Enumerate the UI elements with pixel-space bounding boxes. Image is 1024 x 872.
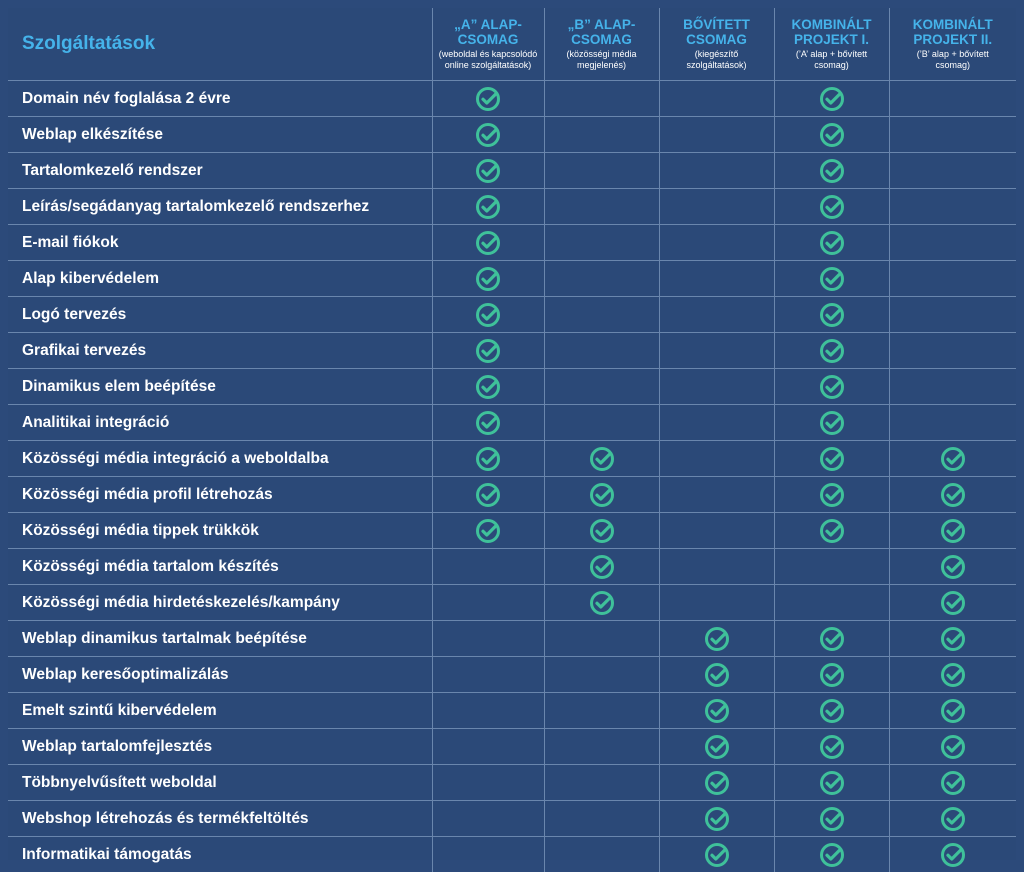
package-cell xyxy=(889,261,1016,297)
package-cell xyxy=(774,513,889,549)
package-cell xyxy=(659,297,774,333)
table-row xyxy=(8,513,1016,549)
package-cell xyxy=(774,81,889,117)
table-row xyxy=(8,117,1016,153)
table-row xyxy=(8,729,1016,765)
column-subtitle-line: (weboldal és kapcsolódó xyxy=(433,49,544,60)
column-title-line: KOMBINÁLT xyxy=(890,17,1017,32)
package-cell xyxy=(889,765,1016,801)
column-subtitle-line: (közösségi média xyxy=(545,49,659,60)
package-cell xyxy=(432,693,544,729)
package-cell xyxy=(774,621,889,657)
check-circle-icon xyxy=(775,194,889,220)
table-row xyxy=(8,441,1016,477)
package-cell xyxy=(544,801,659,837)
package-cell xyxy=(889,549,1016,585)
package-cell xyxy=(889,369,1016,405)
service-label: Grafikai tervezés xyxy=(8,333,432,369)
package-cell xyxy=(432,549,544,585)
package-cell xyxy=(544,513,659,549)
check-circle-icon xyxy=(890,662,1017,688)
column-subtitle-line: online szolgáltatások) xyxy=(433,60,544,71)
package-cell xyxy=(432,297,544,333)
check-circle-icon xyxy=(775,626,889,652)
service-label: Közösségi média hirdetéskezelés/kampány xyxy=(8,585,432,621)
package-cell xyxy=(432,333,544,369)
package-cell xyxy=(659,513,774,549)
package-cell xyxy=(889,621,1016,657)
check-circle-icon xyxy=(660,734,774,760)
package-cell xyxy=(659,333,774,369)
check-circle-icon xyxy=(433,446,544,472)
check-circle-icon xyxy=(890,590,1017,616)
package-cell xyxy=(659,801,774,837)
service-label: Dinamikus elem beépítése xyxy=(8,369,432,405)
package-cell xyxy=(889,477,1016,513)
package-cell xyxy=(889,405,1016,441)
package-cell xyxy=(659,585,774,621)
package-cell xyxy=(889,333,1016,369)
service-label: Közösségi média profil létrehozás xyxy=(8,477,432,513)
column-header-extended-package xyxy=(659,8,774,81)
package-cell xyxy=(659,405,774,441)
check-circle-icon xyxy=(775,842,889,868)
service-label: Tartalomkezelő rendszer xyxy=(8,153,432,189)
table-row xyxy=(8,549,1016,585)
service-label: Többnyelvűsített weboldal xyxy=(8,765,432,801)
table-row xyxy=(8,837,1016,872)
check-circle-icon xyxy=(890,842,1017,868)
package-cell xyxy=(889,441,1016,477)
check-circle-icon xyxy=(775,230,889,256)
table-row xyxy=(8,801,1016,837)
check-circle-icon xyxy=(775,410,889,436)
service-label: Informatikai támogatás xyxy=(8,837,432,872)
table-row xyxy=(8,765,1016,801)
package-cell xyxy=(659,693,774,729)
check-circle-icon xyxy=(545,518,659,544)
table-row xyxy=(8,369,1016,405)
check-circle-icon xyxy=(890,734,1017,760)
service-label: Domain név foglalása 2 évre xyxy=(8,81,432,117)
package-cell xyxy=(774,297,889,333)
package-cell xyxy=(544,729,659,765)
package-cell xyxy=(774,333,889,369)
check-circle-icon xyxy=(433,410,544,436)
check-circle-icon xyxy=(433,518,544,544)
package-cell xyxy=(774,117,889,153)
column-title-line: „A” ALAP- xyxy=(433,17,544,32)
service-label: Leírás/segádanyag tartalomkezelő rendszerhez xyxy=(8,189,432,225)
service-rows xyxy=(8,81,1016,872)
package-cell xyxy=(432,801,544,837)
package-cell xyxy=(774,441,889,477)
package-cell xyxy=(432,729,544,765)
column-title-line: CSOMAG xyxy=(433,32,544,47)
check-circle-icon xyxy=(775,86,889,112)
package-cell xyxy=(774,765,889,801)
check-circle-icon xyxy=(775,302,889,328)
package-cell xyxy=(432,261,544,297)
check-circle-icon xyxy=(775,518,889,544)
package-cell xyxy=(432,225,544,261)
package-cell xyxy=(889,117,1016,153)
check-circle-icon xyxy=(775,446,889,472)
check-circle-icon xyxy=(433,122,544,148)
column-title-line: „B” ALAP- xyxy=(545,17,659,32)
check-circle-icon xyxy=(545,554,659,580)
package-cell xyxy=(544,693,659,729)
package-cell xyxy=(774,585,889,621)
column-title-line: PROJEKT I. xyxy=(775,32,889,47)
check-circle-icon xyxy=(775,734,889,760)
package-cell xyxy=(889,801,1016,837)
package-cell xyxy=(544,837,659,872)
package-cell xyxy=(544,369,659,405)
package-cell xyxy=(774,693,889,729)
table-row xyxy=(8,333,1016,369)
service-label: Weblap tartalomfejlesztés xyxy=(8,729,432,765)
package-cell xyxy=(432,441,544,477)
package-cell xyxy=(544,585,659,621)
service-label: Weblap dinamikus tartalmak beépítése xyxy=(8,621,432,657)
package-cell xyxy=(432,153,544,189)
check-circle-icon xyxy=(433,338,544,364)
package-cell xyxy=(659,549,774,585)
package-cell xyxy=(544,189,659,225)
column-subtitle-line: szolgáltatások) xyxy=(660,60,774,71)
package-cell xyxy=(432,621,544,657)
check-circle-icon xyxy=(775,158,889,184)
check-circle-icon xyxy=(775,770,889,796)
table-row xyxy=(8,405,1016,441)
package-cell xyxy=(544,477,659,513)
service-label: Logó tervezés xyxy=(8,297,432,333)
check-circle-icon xyxy=(775,374,889,400)
service-label: E-mail fiókok xyxy=(8,225,432,261)
column-header-b-package xyxy=(544,8,659,81)
package-cell xyxy=(544,81,659,117)
service-label: Webshop létrehozás és termékfeltöltés xyxy=(8,801,432,837)
service-label: Analitikai integráció xyxy=(8,405,432,441)
package-cell xyxy=(659,477,774,513)
column-title-line: CSOMAG xyxy=(545,32,659,47)
table-row xyxy=(8,297,1016,333)
check-circle-icon xyxy=(433,194,544,220)
package-cell xyxy=(659,369,774,405)
package-cell xyxy=(659,621,774,657)
table-row xyxy=(8,153,1016,189)
package-cell xyxy=(889,729,1016,765)
comparison-board xyxy=(8,8,1016,860)
check-circle-icon xyxy=(660,770,774,796)
package-cell xyxy=(432,513,544,549)
table-row xyxy=(8,657,1016,693)
service-label: Weblap keresőoptimalizálás xyxy=(8,657,432,693)
check-circle-icon xyxy=(890,806,1017,832)
check-circle-icon xyxy=(890,446,1017,472)
service-label: Emelt szintű kibervédelem xyxy=(8,693,432,729)
package-cell xyxy=(659,441,774,477)
package-cell xyxy=(544,549,659,585)
package-cell xyxy=(432,765,544,801)
table-row xyxy=(8,81,1016,117)
check-circle-icon xyxy=(545,590,659,616)
column-header-a-package xyxy=(432,8,544,81)
package-cell xyxy=(889,657,1016,693)
package-cell xyxy=(432,189,544,225)
check-circle-icon xyxy=(775,662,889,688)
package-cell xyxy=(889,297,1016,333)
package-cell xyxy=(659,153,774,189)
package-comparison-table xyxy=(8,8,1016,872)
package-cell xyxy=(659,225,774,261)
check-circle-icon xyxy=(890,770,1017,796)
column-subtitle-line: csomag) xyxy=(890,60,1017,71)
check-circle-icon xyxy=(545,446,659,472)
package-cell xyxy=(544,441,659,477)
check-circle-icon xyxy=(890,626,1017,652)
column-title-line: PROJEKT II. xyxy=(890,32,1017,47)
package-cell xyxy=(544,117,659,153)
check-circle-icon xyxy=(433,158,544,184)
check-circle-icon xyxy=(775,698,889,724)
package-cell xyxy=(659,81,774,117)
package-cell xyxy=(544,405,659,441)
table-row xyxy=(8,225,1016,261)
package-cell xyxy=(659,117,774,153)
package-cell xyxy=(774,837,889,872)
package-cell xyxy=(432,405,544,441)
table-row xyxy=(8,477,1016,513)
table-row xyxy=(8,693,1016,729)
check-circle-icon xyxy=(890,554,1017,580)
package-cell xyxy=(774,261,889,297)
package-cell xyxy=(659,729,774,765)
package-cell xyxy=(659,837,774,872)
package-cell xyxy=(544,765,659,801)
package-cell xyxy=(544,657,659,693)
package-cell xyxy=(774,549,889,585)
check-circle-icon xyxy=(433,302,544,328)
check-circle-icon xyxy=(775,122,889,148)
package-cell xyxy=(774,477,889,513)
package-cell xyxy=(544,225,659,261)
package-cell xyxy=(544,297,659,333)
check-circle-icon xyxy=(890,698,1017,724)
check-circle-icon xyxy=(433,374,544,400)
check-circle-icon xyxy=(890,482,1017,508)
package-cell xyxy=(544,333,659,369)
column-title-line: CSOMAG xyxy=(660,32,774,47)
package-cell xyxy=(889,693,1016,729)
column-header-combined-project-2 xyxy=(889,8,1016,81)
package-cell xyxy=(774,225,889,261)
check-circle-icon xyxy=(775,338,889,364)
package-cell xyxy=(432,81,544,117)
table-row xyxy=(8,585,1016,621)
package-cell xyxy=(659,261,774,297)
package-cell xyxy=(432,657,544,693)
package-cell xyxy=(774,189,889,225)
check-circle-icon xyxy=(660,662,774,688)
package-cell xyxy=(432,585,544,621)
column-title-line: BŐVÍTETT xyxy=(660,17,774,32)
check-circle-icon xyxy=(775,806,889,832)
package-cell xyxy=(544,153,659,189)
package-cell xyxy=(774,657,889,693)
check-circle-icon xyxy=(660,698,774,724)
check-circle-icon xyxy=(433,86,544,112)
package-cell xyxy=(432,477,544,513)
check-circle-icon xyxy=(775,266,889,292)
column-subtitle-line: (kiegészítő xyxy=(660,49,774,60)
package-cell xyxy=(659,765,774,801)
service-label: Közösségi média tippek trükkök xyxy=(8,513,432,549)
services-heading: Szolgáltatások xyxy=(8,8,432,81)
column-subtitle-line: csomag) xyxy=(775,60,889,71)
package-cell xyxy=(659,189,774,225)
table-row xyxy=(8,621,1016,657)
package-cell xyxy=(659,657,774,693)
check-circle-icon xyxy=(433,230,544,256)
package-cell xyxy=(432,369,544,405)
package-cell xyxy=(774,369,889,405)
check-circle-icon xyxy=(545,482,659,508)
package-cell xyxy=(889,153,1016,189)
package-cell xyxy=(432,117,544,153)
header-row xyxy=(8,8,1016,81)
package-cell xyxy=(432,837,544,872)
check-circle-icon xyxy=(433,482,544,508)
check-circle-icon xyxy=(433,266,544,292)
column-subtitle-line: megjelenés) xyxy=(545,60,659,71)
column-subtitle-line: (’B’ alap + bővített xyxy=(890,49,1017,60)
package-cell xyxy=(544,261,659,297)
service-label: Weblap elkészítése xyxy=(8,117,432,153)
check-circle-icon xyxy=(660,626,774,652)
column-subtitle-line: (’A’ alap + bővített xyxy=(775,49,889,60)
column-title-line: KOMBINÁLT xyxy=(775,17,889,32)
package-cell xyxy=(889,585,1016,621)
table-row xyxy=(8,189,1016,225)
service-label: Alap kibervédelem xyxy=(8,261,432,297)
column-header-combined-project-1 xyxy=(774,8,889,81)
package-cell xyxy=(544,621,659,657)
package-cell xyxy=(889,837,1016,872)
package-cell xyxy=(889,189,1016,225)
package-cell xyxy=(774,729,889,765)
check-circle-icon xyxy=(890,518,1017,544)
package-cell xyxy=(774,153,889,189)
check-circle-icon xyxy=(660,806,774,832)
table-row xyxy=(8,261,1016,297)
package-cell xyxy=(889,225,1016,261)
check-circle-icon xyxy=(660,842,774,868)
package-cell xyxy=(889,513,1016,549)
package-cell xyxy=(889,81,1016,117)
service-label: Közösségi média tartalom készítés xyxy=(8,549,432,585)
package-cell xyxy=(774,405,889,441)
check-circle-icon xyxy=(775,482,889,508)
service-label: Közösségi média integráció a weboldalba xyxy=(8,441,432,477)
package-cell xyxy=(774,801,889,837)
